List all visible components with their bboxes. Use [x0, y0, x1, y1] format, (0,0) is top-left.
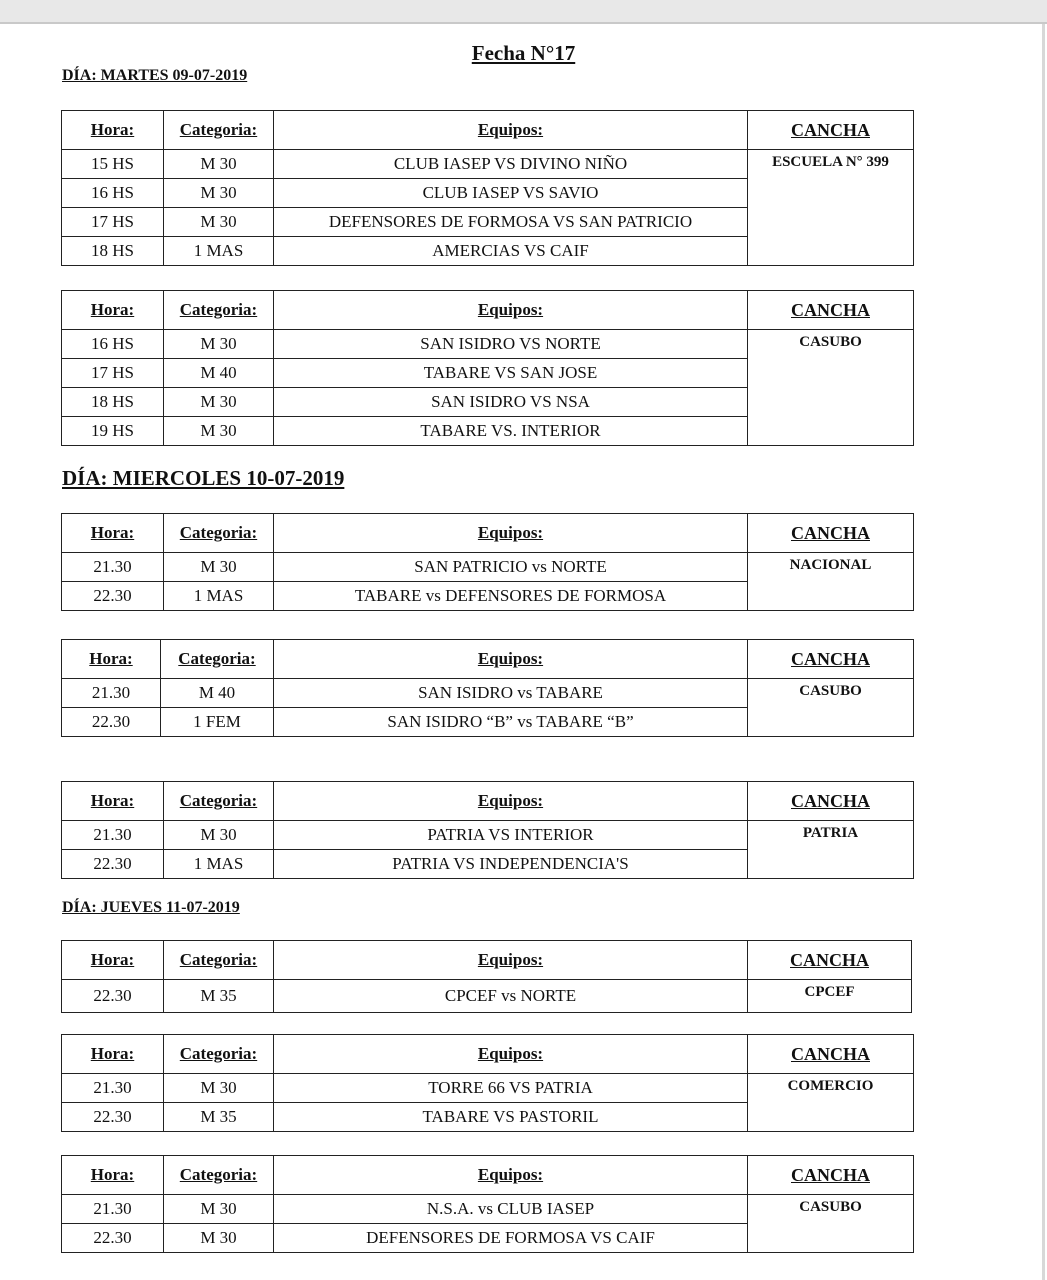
table-header-row: [62, 640, 914, 679]
categoria-cell: M 30: [164, 388, 274, 417]
table-header-row: [62, 782, 914, 821]
categoria-cell: M 30: [164, 179, 274, 208]
categoria-header: Categoria:: [164, 782, 274, 821]
equipos-cell: SAN ISIDRO vs TABARE: [274, 679, 748, 708]
categoria-header: Categoria:: [164, 291, 274, 330]
cancha-cell: NACIONAL: [748, 553, 914, 611]
categoria-header: Categoria:: [164, 514, 274, 553]
cancha-cell: COMERCIO: [748, 1074, 914, 1132]
table-row: [62, 553, 914, 582]
hora-header: Hora:: [62, 291, 164, 330]
fixture-table: [61, 290, 914, 446]
categoria-cell: M 30: [164, 1224, 274, 1253]
viewer-toolbar: [0, 0, 1047, 24]
table-header-row: [62, 1035, 914, 1074]
equipos-cell: TABARE VS PASTORIL: [274, 1103, 748, 1132]
equipos-header: Equipos:: [274, 514, 748, 553]
document-title: Fecha N°17: [471, 41, 576, 65]
hora-cell: 16 HS: [62, 179, 164, 208]
equipos-cell: N.S.A. vs CLUB IASEP: [274, 1195, 748, 1224]
hora-cell: 21.30: [62, 1074, 164, 1103]
hora-cell: 22.30: [62, 1224, 164, 1253]
categoria-cell: 1 MAS: [164, 237, 274, 266]
categoria-header: Categoria:: [164, 1156, 274, 1195]
categoria-cell: M 40: [164, 359, 274, 388]
hora-cell: 16 HS: [62, 330, 164, 359]
table-header-row: [62, 941, 912, 980]
categoria-cell: M 30: [164, 330, 274, 359]
categoria-header: Categoria:: [161, 640, 274, 679]
equipos-cell: DEFENSORES DE FORMOSA VS SAN PATRICIO: [274, 208, 748, 237]
equipos-header: Equipos:: [274, 111, 748, 150]
equipos-cell: SAN ISIDRO VS NORTE: [274, 330, 748, 359]
hora-cell: 17 HS: [62, 359, 164, 388]
hora-header: Hora:: [62, 941, 164, 980]
categoria-cell: M 30: [164, 208, 274, 237]
hora-cell: 22.30: [62, 1103, 164, 1132]
categoria-cell: M 30: [164, 1195, 274, 1224]
equipos-cell: PATRIA VS INTERIOR: [274, 821, 748, 850]
cancha-header: CANCHA: [748, 291, 914, 330]
table-row: [62, 980, 912, 1013]
hora-cell: 19 HS: [62, 417, 164, 446]
cancha-cell: CASUBO: [748, 1195, 914, 1253]
equipos-cell: CLUB IASEP VS DIVINO NIÑO: [274, 150, 748, 179]
categoria-cell: 1 MAS: [164, 582, 274, 611]
fixture-table: [61, 781, 914, 879]
hora-cell: 15 HS: [62, 150, 164, 179]
equipos-header: Equipos:: [274, 291, 748, 330]
categoria-cell: M 30: [164, 1074, 274, 1103]
hora-cell: 18 HS: [62, 388, 164, 417]
equipos-header: Equipos:: [274, 782, 748, 821]
categoria-cell: M 35: [164, 1103, 274, 1132]
hora-cell: 21.30: [62, 679, 161, 708]
cancha-header: CANCHA: [748, 640, 914, 679]
equipos-cell: TABARE VS. INTERIOR: [274, 417, 748, 446]
categoria-cell: M 30: [164, 417, 274, 446]
table-row: [62, 330, 914, 359]
equipos-cell: TORRE 66 VS PATRIA: [274, 1074, 748, 1103]
cancha-cell: CASUBO: [748, 679, 914, 737]
hora-cell: 21.30: [62, 821, 164, 850]
equipos-cell: SAN PATRICIO vs NORTE: [274, 553, 748, 582]
hora-cell: 17 HS: [62, 208, 164, 237]
cancha-header: CANCHA: [748, 111, 914, 150]
fixture-table: [61, 110, 914, 266]
categoria-cell: M 30: [164, 150, 274, 179]
cancha-header: CANCHA: [748, 782, 914, 821]
cancha-header: CANCHA: [748, 941, 912, 980]
equipos-cell: DEFENSORES DE FORMOSA VS CAIF: [274, 1224, 748, 1253]
equipos-cell: SAN ISIDRO VS NSA: [274, 388, 748, 417]
hora-cell: 18 HS: [62, 237, 164, 266]
table-row: [62, 1074, 914, 1103]
equipos-header: Equipos:: [274, 1156, 748, 1195]
fixture-table: [61, 940, 912, 1013]
day-heading-martes: DÍA: MARTES 09-07-2019: [62, 67, 248, 84]
fixture-table: [61, 639, 914, 737]
equipos-header: Equipos:: [274, 640, 748, 679]
categoria-cell: M 35: [164, 980, 274, 1013]
equipos-cell: SAN ISIDRO “B” vs TABARE “B”: [274, 708, 748, 737]
cancha-header: CANCHA: [748, 1035, 914, 1074]
hora-cell: 22.30: [62, 850, 164, 879]
categoria-header: Categoria:: [164, 111, 274, 150]
equipos-cell: TABARE vs DEFENSORES DE FORMOSA: [274, 582, 748, 611]
hora-cell: 22.30: [62, 980, 164, 1013]
categoria-cell: M 30: [164, 821, 274, 850]
table-header-row: [62, 514, 914, 553]
table-header-row: [62, 111, 914, 150]
fixture-table: [61, 1155, 914, 1253]
equipos-cell: PATRIA VS INDEPENDENCIA'S: [274, 850, 748, 879]
hora-cell: 22.30: [62, 708, 161, 737]
table-header-row: [62, 1156, 914, 1195]
hora-header: Hora:: [62, 1035, 164, 1074]
cancha-header: CANCHA: [748, 514, 914, 553]
hora-cell: 21.30: [62, 553, 164, 582]
equipos-header: Equipos:: [274, 1035, 748, 1074]
fixture-table: [61, 1034, 914, 1132]
hora-header: Hora:: [62, 782, 164, 821]
cancha-cell: ESCUELA N° 399: [748, 150, 914, 266]
cancha-cell: CPCEF: [748, 980, 912, 1013]
table-header-row: [62, 291, 914, 330]
cancha-header: CANCHA: [748, 1156, 914, 1195]
equipos-cell: CPCEF vs NORTE: [274, 980, 748, 1013]
equipos-header: Equipos:: [274, 941, 748, 980]
cancha-cell: CASUBO: [748, 330, 914, 446]
categoria-cell: 1 MAS: [164, 850, 274, 879]
categoria-header: Categoria:: [164, 941, 274, 980]
hora-cell: 22.30: [62, 582, 164, 611]
equipos-cell: CLUB IASEP VS SAVIO: [274, 179, 748, 208]
hora-cell: 21.30: [62, 1195, 164, 1224]
categoria-cell: M 40: [161, 679, 274, 708]
table-row: [62, 821, 914, 850]
day-heading-jueves: DÍA: JUEVES 11-07-2019: [62, 899, 240, 916]
hora-header: Hora:: [62, 514, 164, 553]
hora-header: Hora:: [62, 1156, 164, 1195]
hora-header: Hora:: [62, 640, 161, 679]
categoria-cell: M 30: [164, 553, 274, 582]
equipos-cell: TABARE VS SAN JOSE: [274, 359, 748, 388]
categoria-header: Categoria:: [164, 1035, 274, 1074]
day-heading-miercoles: DÍA: MIERCOLES 10-07-2019: [62, 466, 345, 490]
fixture-table: [61, 513, 914, 611]
table-row: [62, 150, 914, 179]
equipos-cell: AMERCIAS VS CAIF: [274, 237, 748, 266]
table-row: [62, 679, 914, 708]
cancha-cell: PATRIA: [748, 821, 914, 879]
table-row: [62, 1195, 914, 1224]
hora-header: Hora:: [62, 111, 164, 150]
categoria-cell: 1 FEM: [161, 708, 274, 737]
